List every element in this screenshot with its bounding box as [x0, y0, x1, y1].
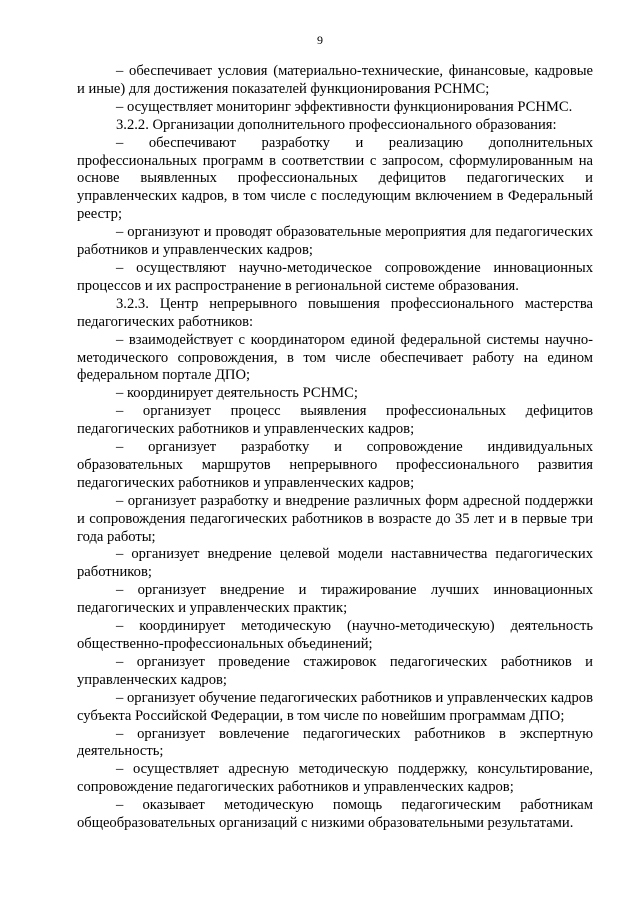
paragraph: – обеспечивает условия (материально-технические, финансовые, кадровые и иные) для достижения показателей функционирования РСНМС;	[77, 63, 593, 97]
paragraph: – обеспечивают разработку и реализацию дополнительных профессиональных программ в соответствии с запросом, сформулированным на основе выявленных профессиональных дефицитов педагогических и управленческих кадров, в том числе с последующим включением в Федеральный реестр;	[77, 134, 593, 223]
section-heading: 3.2.2. Организации дополнительного профессионального образования:	[116, 116, 557, 133]
paragraph: – организует внедрение целевой модели наставничества педагогических работников;	[77, 546, 593, 581]
paragraph: – организует процесс выявления профессиональных дефицитов педагогических работников и управленческих кадров;	[77, 403, 593, 438]
paragraph: – взаимодействует с координатором единой федеральной системы научно-методического сопровождения, в том числе обеспечивает работу на едином федеральном портале ДПО;	[77, 331, 593, 384]
paragraph: – организует вовлечение педагогических работников в экспертную деятельность;	[77, 725, 593, 760]
paragraph: – оказывает методическую помощь педагогическим работникам общеобразовательных организаций с низкими образовательными результатами.	[77, 797, 593, 832]
page-number: 9	[317, 33, 323, 47]
paragraph: – осуществляет адресную методическую поддержку, консультирование, сопровождение педагогических работников и управленческих кадров;	[77, 761, 593, 796]
paragraph: – организует разработку и сопровождение индивидуальных образовательных маршрутов непрерывного профессионального развития педагогических работников и управленческих кадров;	[77, 439, 593, 491]
paragraph: – организует обучение педагогических работников и управленческих кадров субъекта Российской Федерации, в том числе по новейшим программам ДПО;	[77, 689, 593, 724]
paragraph: – организуют и проводят образовательные мероприятия для педагогических работников и управленческих кадров;	[77, 224, 593, 259]
paragraph: – координирует методическую (научно-методическую) деятельность общественно-профессиональных объединений;	[77, 618, 593, 652]
paragraph: – осуществляют научно-методическое сопровождение инновационных процессов и их распространение в региональной системе образования.	[77, 259, 593, 294]
paragraph: – организует разработку и внедрение различных форм адресной поддержки и сопровождения педагогических работников в возрасте до 35 лет и в первые три года работы;	[77, 492, 593, 545]
paragraph: – осуществляет мониторинг эффективности функционирования РСНМС.	[116, 98, 573, 115]
section-heading: 3.2.3. Центр непрерывного повышения профессионального мастерства педагогических работников:	[77, 295, 593, 330]
paragraph: – организует внедрение и тиражирование лучших инновационных педагогических и управленческих практик;	[77, 582, 593, 617]
paragraph: – организует проведение стажировок педагогических работников и управленческих кадров;	[77, 653, 593, 688]
document-body	[77, 63, 593, 833]
paragraph: – координирует деятельность РСНМС;	[116, 385, 358, 402]
